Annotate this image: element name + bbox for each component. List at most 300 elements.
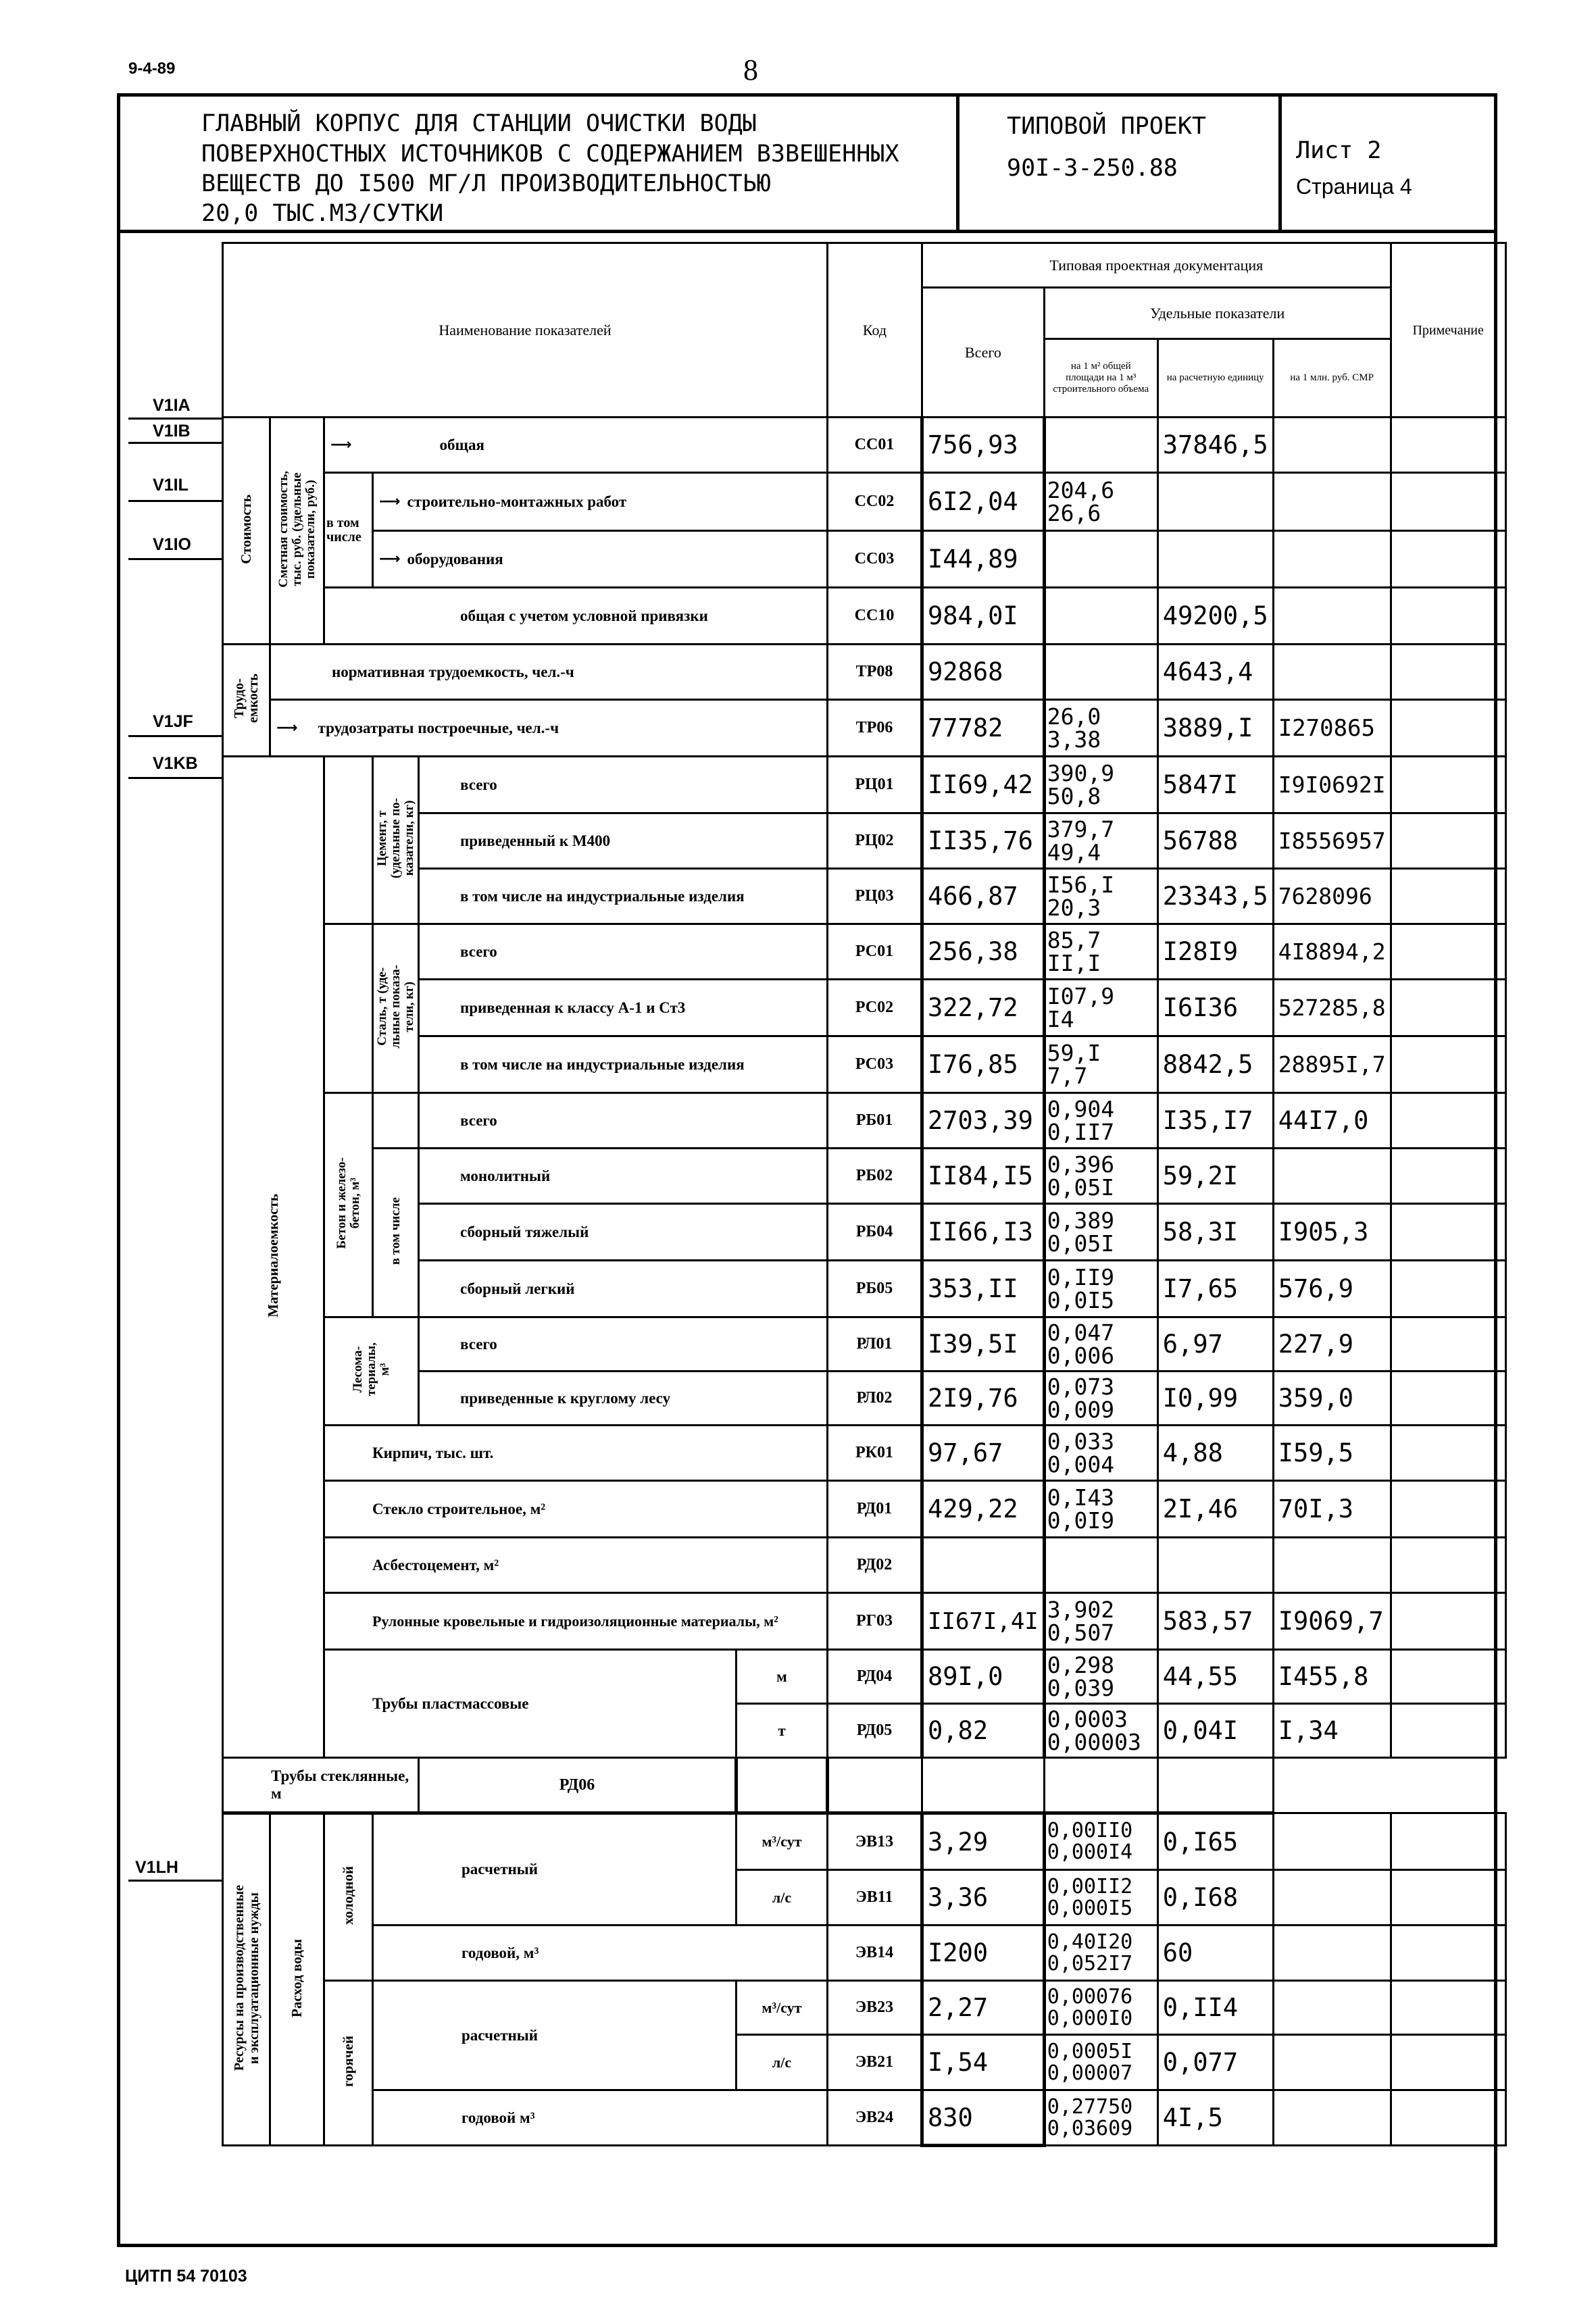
row-tag-v1io: V1IO [153,535,191,554]
row-mln: I905,3 [1273,1204,1391,1261]
tag-line [128,442,223,444]
row-unit [1157,1538,1273,1593]
row-total: 2,27 [922,1981,1045,2035]
row-note [1391,418,1505,473]
row-code: РК01 [828,1426,922,1481]
row-unit: 60 [1157,1926,1273,1981]
row-code: РД02 [828,1538,922,1593]
row-note [1391,1261,1505,1317]
row-mln [1273,473,1391,531]
row-name: приведенная к классу А-1 и Ст3 [419,980,828,1036]
row-name: ⟶ общая [324,418,828,473]
row-unit: 583,57 [1157,1593,1273,1650]
row-mln [1273,2035,1391,2090]
row-specific-m2: 3,902 0,507 [1044,1593,1157,1650]
row-note [1391,1372,1505,1426]
row-name: ⟶ строительно-монтажных работ [373,473,828,531]
row-total: 89I,0 [922,1650,1045,1704]
row-name: годовой, м³ [373,1926,828,1981]
row-unit: I35,I7 [1157,1093,1273,1149]
tag-line [128,500,223,502]
tag-line [128,735,223,737]
row-unit: I6I36 [1157,980,1273,1036]
row-mln: 70I,3 [1273,1481,1391,1538]
row-name: всего [419,924,828,980]
row-specific-m2: 85,7 II,I [1044,924,1157,980]
row-note [1391,813,1505,869]
row-total: 97,67 [922,1426,1045,1481]
table-row [223,1650,1506,1704]
row-specific-m2: 0,0003 0,00003 [1044,1704,1157,1758]
row-unit: 0,I65 [1157,1813,1273,1870]
row-name: расчетный [373,1981,737,2090]
row-note [1391,924,1505,980]
row-specific-m2: 0,II9 0,0I5 [1044,1261,1157,1317]
header-total: Всего [922,288,1045,418]
row-name: монолитный [419,1149,828,1204]
row-mln: 527285,8 [1273,980,1391,1036]
row-total: II69,42 [922,757,1045,813]
row-code: СС02 [828,473,922,531]
row-code: РБ04 [828,1204,922,1261]
row-mln: 44I7,0 [1273,1093,1391,1149]
row-tag-v1ib: V1IB [153,422,191,441]
row-total: II67I,4I [922,1593,1045,1650]
table-row [223,531,1506,588]
row-unit: 56788 [1157,813,1273,869]
row-code: РС03 [828,1036,922,1093]
row-specific-m2: 0,40I20 0,052I7 [1044,1926,1157,1981]
row-code: ЭВ11 [828,1870,922,1926]
row-code: ТР08 [828,645,922,700]
row-total: 984,0I [922,588,1045,645]
row-unit: 49200,5 [1157,588,1273,645]
row-specific-m2: 0,033 0,004 [1044,1426,1157,1481]
group-hot: горячей [324,1981,373,2146]
row-note [1391,757,1505,813]
row-unit: 23343,5 [1157,869,1273,924]
row-total: 6I2,04 [922,473,1045,531]
row-name: Трубы пластмассовые [324,1650,737,1758]
row-total: 466,87 [922,869,1045,924]
row-unit: I7,65 [1157,1261,1273,1317]
row-total [737,1758,828,1813]
row-unit: I0,99 [1157,1372,1273,1426]
row-code: РЛ02 [828,1372,922,1426]
row-specific-m2: 0,904 0,II7 [1044,1093,1157,1149]
row-name: годовой м³ [373,2090,828,2146]
arrow-icon: ⟶ [379,493,401,510]
row-unit [1157,473,1273,531]
arrow-icon: ⟶ [276,720,298,736]
row-code: РБ01 [828,1093,922,1149]
row-note [1391,1093,1505,1149]
header-specific: Удельные показатели [1044,288,1391,339]
row-total: I44,89 [922,531,1045,588]
header-name: Наименование показателей [223,243,828,418]
row-unit: 3889,I [1157,700,1273,757]
row-note [1391,1204,1505,1261]
title-block-divider [117,230,1497,233]
row-code: СС01 [828,418,922,473]
row-code: РС01 [828,924,922,980]
row-specific-m2 [1044,1538,1157,1593]
sheet-label: Лист 2 [1296,137,1382,164]
project-code: 90I-3-250.88 [1007,155,1178,182]
header-per-unit: на расчетную единицу [1157,339,1273,418]
header-code: Код [828,243,922,418]
row-name: всего [419,757,828,813]
row-name: Кирпич, тыс. шт. [324,1426,828,1481]
row-unit: 4643,4 [1157,645,1273,700]
row-specific-m2: 390,9 50,8 [1044,757,1157,813]
row-name: ⟶ трудозатраты построечные, чел.-ч [270,700,828,757]
row-unit: 6,97 [1157,1317,1273,1372]
row-total: 353,II [922,1261,1045,1317]
row-code: СС10 [828,588,922,645]
row-tag-v1ia: V1IA [153,396,191,415]
row-unit: 2I,46 [1157,1481,1273,1538]
page-label: Страница 4 [1296,174,1412,199]
tag-line [128,418,223,420]
group-steel: Сталь, т (уде- льные показа- тели, кг) [373,924,419,1093]
row-code: ЭВ14 [828,1926,922,1981]
row-specific-m2: 0,047 0,006 [1044,1317,1157,1372]
table-row [223,1813,1506,1870]
row-code: РБ05 [828,1261,922,1317]
row-unit [1157,531,1273,588]
tag-line [128,777,223,779]
row-total: 256,38 [922,924,1045,980]
row-mln: I,34 [1273,1704,1391,1758]
row-code: ЭВ21 [828,2035,922,2090]
row-unit: 59,2I [1157,1149,1273,1204]
row-note [1391,588,1505,645]
row-code: РД01 [828,1481,922,1538]
row-mln: 576,9 [1273,1261,1391,1317]
row-unit: 4,88 [1157,1426,1273,1481]
row-note [1391,1426,1505,1481]
group-cold: холодной [324,1813,373,1981]
row-unit: 0,077 [1157,2035,1273,2090]
row-note [1391,1650,1505,1704]
row-specific-m2: 59,I 7,7 [1044,1036,1157,1093]
row-note [1391,531,1505,588]
row-name: в том числе на индустриальные изделия [419,1036,828,1093]
row-specific-m2: 0,298 0,039 [1044,1650,1157,1704]
row-specific-m2: 26,0 3,38 [1044,700,1157,757]
row-specific-m2 [1044,531,1157,588]
row-mln [1273,1981,1391,2035]
table-row [223,924,1506,980]
indicators-table [222,242,1507,2147]
row-specific-m2: 0,396 0,05I [1044,1149,1157,1204]
row-mln [1273,588,1391,645]
table-row [223,1317,1506,1372]
header-group: Типовая проектная документация [922,243,1391,288]
table-row [223,645,1506,700]
row-specific-m2 [828,1758,922,1813]
row-code: РЦ03 [828,869,922,924]
row-unit: I28I9 [1157,924,1273,980]
row-code: РД06 [419,1758,737,1813]
table-row [223,700,1506,757]
table-row [223,2090,1506,2146]
row-note [1391,645,1505,700]
table-row [223,757,1506,813]
row-name: Рулонные кровельные и гидроизоляционные материалы, м² [324,1593,828,1650]
row-name: общая с учетом условной привязки [324,588,828,645]
row-unit: 44,55 [1157,1650,1273,1704]
row-total: I39,5I [922,1317,1045,1372]
row-name: ⟶ оборудования [373,531,828,588]
row-mln [1273,531,1391,588]
group-steel-spacer [324,924,373,1093]
header-note: Примечание [1391,243,1505,418]
group-cement-spacer [324,757,373,924]
row-note [1391,1981,1505,2035]
row-name: приведенный к М400 [419,813,828,869]
row-total: I,54 [922,2035,1045,2090]
row-specific-m2: 0,00II2 0,000I5 [1044,1870,1157,1926]
row-tag-v1jf: V1JF [153,712,193,731]
table-row [223,1758,1506,1813]
row-code: РГ03 [828,1593,922,1650]
row-note [1391,869,1505,924]
row-specific-m2 [1044,645,1157,700]
row-mln: 7628096 [1273,869,1391,924]
row-name: нормативная трудоемкость, чел.-ч [270,645,828,700]
title-block-separator [956,93,959,231]
row-code: РБ02 [828,1149,922,1204]
row-total: 0,82 [922,1704,1045,1758]
row-name: в том числе на индустриальные изделия [419,869,828,924]
row-note [1391,2035,1505,2090]
row-note [1391,1870,1505,1926]
row-unit: 58,3I [1157,1204,1273,1261]
table-row [223,1426,1506,1481]
row-note [1157,1758,1273,1813]
row-mln [1273,1926,1391,1981]
row-specific-m2: 0,27750 0,03609 [1044,2090,1157,2146]
tag-line [128,1880,223,1882]
group-resources: Ресурсы на производственные и эксплуатационные нужды [223,1813,270,2146]
row-code: РС02 [828,980,922,1036]
header-per-mln: на 1 млн. руб. СМР [1273,339,1391,418]
group-cement: Цемент, т (удельные по- казатели, кг) [373,757,419,924]
table-row [223,588,1506,645]
row-mln [1044,1758,1157,1813]
row-specific-m2: 204,6 26,6 [1044,473,1157,531]
row-total: I200 [922,1926,1045,1981]
row-tag-v1kb: V1KB [153,754,198,773]
row-note [1391,1481,1505,1538]
table-row [223,1149,1506,1204]
row-note [1391,700,1505,757]
row-name: расчетный [373,1813,737,1926]
row-unit: 8842,5 [1157,1036,1273,1093]
group-concrete-in: в том числе [373,1149,419,1317]
row-unit: 4I,5 [1157,2090,1273,2146]
table-row [223,1481,1506,1538]
row-specific-m2: 0,389 0,05I [1044,1204,1157,1261]
row-total: 3,36 [922,1870,1045,1926]
row-total: 830 [922,2090,1045,2146]
row-mln: 28895I,7 [1273,1036,1391,1093]
table-row [223,1926,1506,1981]
row-mln [1273,1813,1391,1870]
table-row [223,1093,1506,1149]
row-specific-m2: I07,9 I4 [1044,980,1157,1036]
row-specific-m2: 0,073 0,009 [1044,1372,1157,1426]
row-mln [1273,418,1391,473]
row-mln: I270865 [1273,700,1391,757]
row-note [1391,1926,1505,1981]
table-row [223,473,1506,531]
row-code: ТР06 [828,700,922,757]
row-specific-m2: I56,I 20,3 [1044,869,1157,924]
row-code: РЦ02 [828,813,922,869]
row-specific-m2: 0,I43 0,0I9 [1044,1481,1157,1538]
row-note [1391,1593,1505,1650]
row-mln: I8556957 [1273,813,1391,869]
row-unit [922,1758,1045,1813]
row-name: Трубы стеклянные, м [223,1758,419,1813]
title-line-1: ГЛАВНЫЙ КОРПУС ДЛЯ СТАНЦИИ ОЧИСТКИ ВОДЫ [201,110,757,137]
row-mln: 4I8894,2 [1273,924,1391,980]
row-mln [1273,1538,1391,1593]
table-row [223,1538,1506,1593]
row-subunit: м [737,1650,828,1704]
row-note [1391,1036,1505,1093]
row-note [1391,2090,1505,2146]
row-subunit: л/с [737,2035,828,2090]
row-note [1391,980,1505,1036]
footer-code: ЦИТП 54 70103 [125,2267,247,2286]
document-title [201,108,899,228]
title-block-separator-2 [1278,93,1282,231]
row-specific-m2 [1044,418,1157,473]
row-code: РД05 [828,1704,922,1758]
row-subunit: т [737,1704,828,1758]
row-code: ЭВ24 [828,2090,922,2146]
row-mln [1273,645,1391,700]
row-specific-m2: 0,00II0 0,000I4 [1044,1813,1157,1870]
row-mln [1273,1870,1391,1926]
row-mln [1273,2090,1391,2146]
group-concrete: Бетон и железо- бетон, м³ [324,1093,373,1317]
arrow-icon: ⟶ [330,436,352,453]
row-specific-m2: 0,0005I 0,00007 [1044,2035,1157,2090]
row-code: РЦ01 [828,757,922,813]
row-total: 77782 [922,700,1045,757]
group-cost-sub: Сметная стоимость, тыс. руб. (удельные показатели, руб.) [270,418,324,645]
row-unit: 0,I68 [1157,1870,1273,1926]
row-code: РД04 [828,1650,922,1704]
table-row [223,418,1506,473]
row-mln: I9I0692I [1273,757,1391,813]
row-subunit: м³/сут [737,1813,828,1870]
row-mln: 359,0 [1273,1372,1391,1426]
row-note [1391,1317,1505,1372]
row-total: II84,I5 [922,1149,1045,1204]
row-code: ЭВ13 [828,1813,922,1870]
row-tag-v1lh: V1LH [135,1858,178,1877]
row-code: СС03 [828,531,922,588]
row-total: 3,29 [922,1813,1045,1870]
header-per-m2: на 1 м² общей площади на 1 м³ строительного объема [1044,339,1157,418]
group-in-that: в том числе [324,473,373,588]
row-specific-m2 [1044,588,1157,645]
group-timber: Лесома- териалы, м³ [324,1317,419,1426]
arrow-icon: ⟶ [379,551,401,568]
group-cost: Стоимость [223,418,270,645]
group-labor: Трудо- емкость [223,645,270,757]
row-total: I76,85 [922,1036,1045,1093]
tag-line [128,558,223,560]
row-note [1391,1704,1505,1758]
row-total: 322,72 [922,980,1045,1036]
row-name: всего [419,1317,828,1372]
doc-corner-code: 9-4-89 [128,59,176,78]
row-unit: 0,II4 [1157,1981,1273,2035]
group-concrete-spacer [373,1093,419,1149]
table-header-row [223,243,1506,288]
row-name: сборный тяжелый [419,1204,828,1261]
row-note [1391,1149,1505,1204]
table-row [223,1593,1506,1650]
row-subunit: л/с [737,1870,828,1926]
row-total: 92868 [922,645,1045,700]
row-mln: I9069,7 [1273,1593,1391,1650]
table-row [223,1981,1506,2035]
group-water: Расход воды [270,1813,324,2146]
page-number: 8 [743,53,758,86]
row-mln: 227,9 [1273,1317,1391,1372]
row-note [1391,1813,1505,1870]
project-label: ТИПОВОЙ ПРОЕКТ [1007,113,1207,140]
row-note [1391,473,1505,531]
row-unit: 0,04I [1157,1704,1273,1758]
row-subunit: м³/сут [737,1981,828,2035]
row-mln: I455,8 [1273,1650,1391,1704]
row-name: сборный легкий [419,1261,828,1317]
row-name: всего [419,1093,828,1149]
row-name: приведенные к круглому лесу [419,1372,828,1426]
row-name: Стекло строительное, м² [324,1481,828,1538]
row-note [1391,1538,1505,1593]
row-total: 2703,39 [922,1093,1045,1149]
title-line-3: ВЕЩЕСТВ ДО I500 МГ/Л ПРОИЗВОДИТЕЛЬНОСТЬЮ [201,170,771,197]
row-name: Асбестоцемент, м² [324,1538,828,1593]
row-mln [1273,1149,1391,1204]
row-total: II35,76 [922,813,1045,869]
title-line-4: 20,0 ТЫС.М3/СУТКИ [201,200,444,227]
row-specific-m2: 379,7 49,4 [1044,813,1157,869]
row-unit: 5847I [1157,757,1273,813]
row-code: ЭВ23 [828,1981,922,2035]
title-line-2: ПОВЕРХНОСТНЫХ ИСТОЧНИКОВ С СОДЕРЖАНИЕМ ВЗВЕШЕННЫХ [201,141,899,168]
row-unit: 37846,5 [1157,418,1273,473]
group-material: Материалоемкость [223,757,324,1758]
row-total: 429,22 [922,1481,1045,1538]
row-total: 756,93 [922,418,1045,473]
row-total: II66,I3 [922,1204,1045,1261]
row-mln: I59,5 [1273,1426,1391,1481]
row-tag-v1il: V1IL [153,476,189,495]
row-code: РЛ01 [828,1317,922,1372]
row-total: 2I9,76 [922,1372,1045,1426]
